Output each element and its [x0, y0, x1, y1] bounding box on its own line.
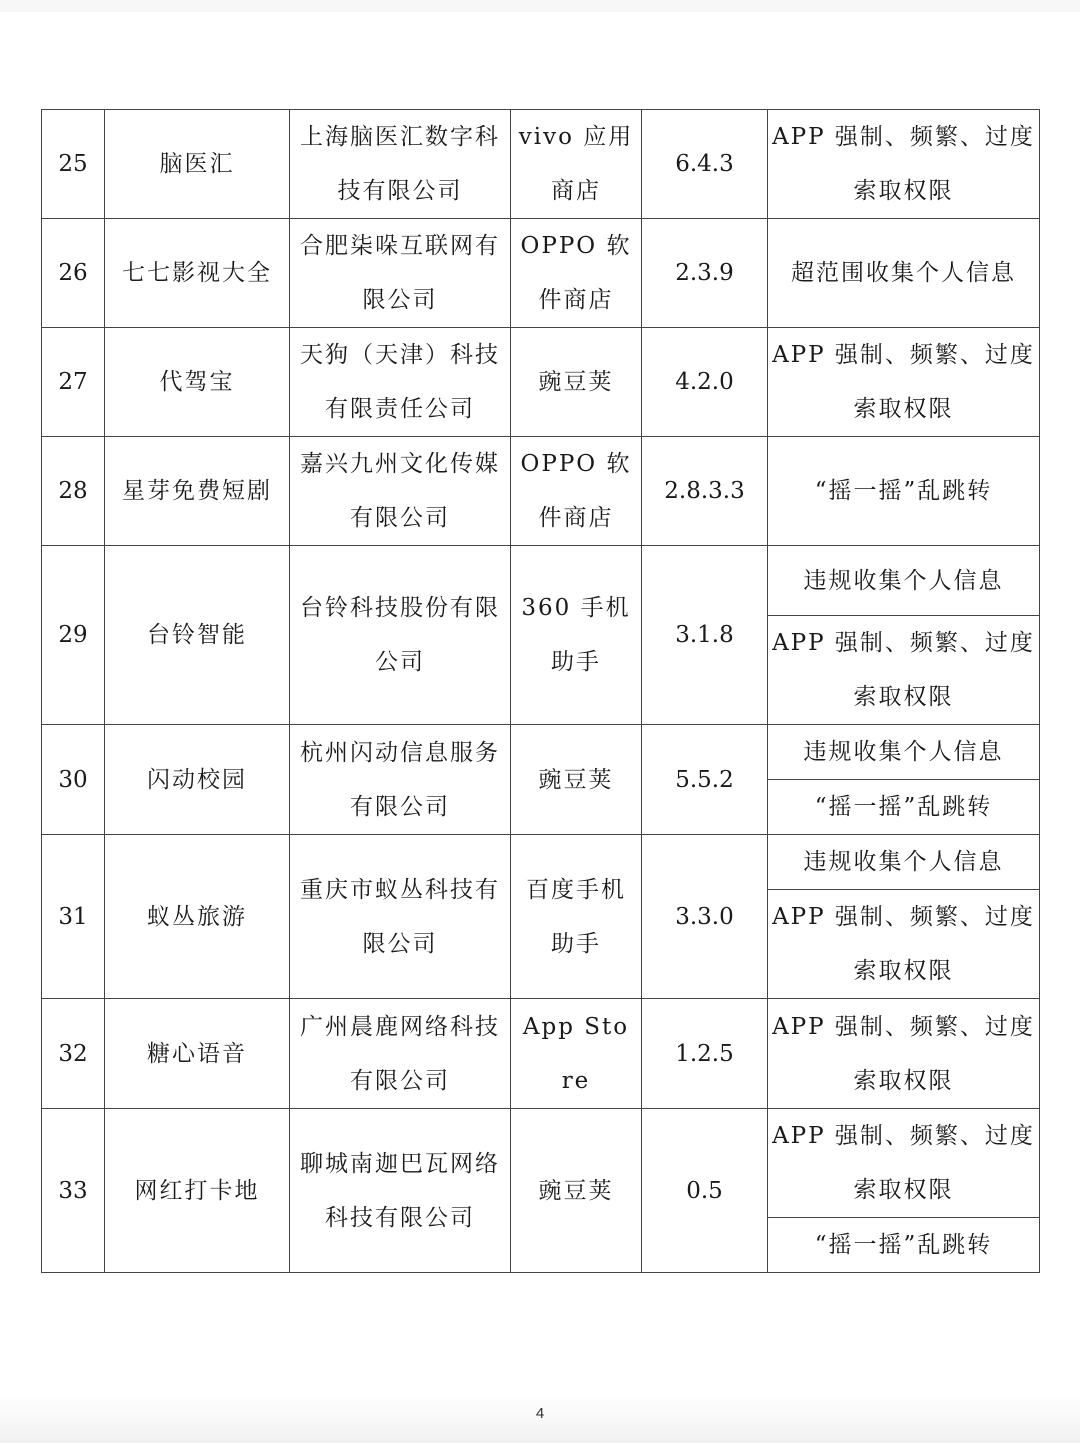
developer-company: 杭州闪动信息服务有限公司: [290, 725, 511, 835]
app-violation-table: [41, 109, 1040, 1273]
violation-issue: APP 强制、频繁、过度索取权限: [768, 999, 1040, 1109]
row-number: 30: [42, 725, 105, 835]
table-row: [42, 328, 1040, 437]
table-row: [42, 219, 1040, 328]
app-name: 糖心语音: [105, 999, 290, 1109]
developer-company: 嘉兴九州文化传媒有限公司: [290, 437, 511, 546]
table-row: [42, 546, 1040, 616]
violation-issue: APP 强制、频繁、过度索取权限: [768, 110, 1040, 219]
violation-issue: APP 强制、频繁、过度索取权限: [768, 890, 1040, 999]
violation-issue: 违规收集个人信息: [768, 835, 1040, 890]
page-top-edge: [0, 0, 1080, 12]
app-name: 网红打卡地: [105, 1109, 290, 1273]
table-row: [42, 1109, 1040, 1218]
app-version: 3.1.8: [642, 546, 768, 725]
app-store: 豌豆荚: [511, 725, 642, 835]
violation-issue: “摇一摇”乱跳转: [768, 1218, 1040, 1273]
developer-company: 天狗（天津）科技有限责任公司: [290, 328, 511, 437]
developer-company: 上海脑医汇数字科技有限公司: [290, 110, 511, 219]
violation-issue: APP 强制、频繁、过度索取权限: [768, 616, 1040, 725]
violation-issue: 违规收集个人信息: [768, 546, 1040, 616]
app-store: vivo 应用商店: [511, 110, 642, 219]
developer-company: 台铃科技股份有限公司: [290, 546, 511, 725]
app-store: 豌豆荚: [511, 328, 642, 437]
violation-issue: APP 强制、频繁、过度索取权限: [768, 328, 1040, 437]
app-version: 1.2.5: [642, 999, 768, 1109]
app-version: 2.3.9: [642, 219, 768, 328]
developer-company: 合肥柒哚互联网有限公司: [290, 219, 511, 328]
app-name: 脑医汇: [105, 110, 290, 219]
app-name: 蚁丛旅游: [105, 835, 290, 999]
row-number: 33: [42, 1109, 105, 1273]
app-name: 台铃智能: [105, 546, 290, 725]
app-version: 2.8.3.3: [642, 437, 768, 546]
table-row: [42, 835, 1040, 890]
app-store: 360 手机助手: [511, 546, 642, 725]
row-number: 28: [42, 437, 105, 546]
app-name: 星芽免费短剧: [105, 437, 290, 546]
violation-issue: “摇一摇”乱跳转: [768, 780, 1040, 835]
app-store: OPPO 软件商店: [511, 437, 642, 546]
table-row: [42, 110, 1040, 219]
app-name: 代驾宝: [105, 328, 290, 437]
table-row: [42, 725, 1040, 780]
app-version: 3.3.0: [642, 835, 768, 999]
table-row: [42, 999, 1040, 1109]
row-number: 31: [42, 835, 105, 999]
page-number: 4: [535, 1405, 545, 1422]
developer-company: 聊城南迦巴瓦网络科技有限公司: [290, 1109, 511, 1273]
table-row: [42, 437, 1040, 546]
row-number: 26: [42, 219, 105, 328]
app-version: 6.4.3: [642, 110, 768, 219]
violation-issue: APP 强制、频繁、过度索取权限: [768, 1109, 1040, 1218]
app-store: 豌豆荚: [511, 1109, 642, 1273]
violation-issue: “摇一摇”乱跳转: [768, 437, 1040, 546]
row-number: 27: [42, 328, 105, 437]
app-name: 闪动校园: [105, 725, 290, 835]
app-version: 0.5: [642, 1109, 768, 1273]
developer-company: 广州晨鹿网络科技有限公司: [290, 999, 511, 1109]
app-version: 5.5.2: [642, 725, 768, 835]
violation-issue: 超范围收集个人信息: [768, 219, 1040, 328]
row-number: 29: [42, 546, 105, 725]
app-name: 七七影视大全: [105, 219, 290, 328]
row-number: 32: [42, 999, 105, 1109]
violation-issue: 违规收集个人信息: [768, 725, 1040, 780]
app-version: 4.2.0: [642, 328, 768, 437]
row-number: 25: [42, 110, 105, 219]
app-store: 百度手机助手: [511, 835, 642, 999]
app-store: OPPO 软件商店: [511, 219, 642, 328]
app-store: App Store: [511, 999, 642, 1109]
developer-company: 重庆市蚁丛科技有限公司: [290, 835, 511, 999]
